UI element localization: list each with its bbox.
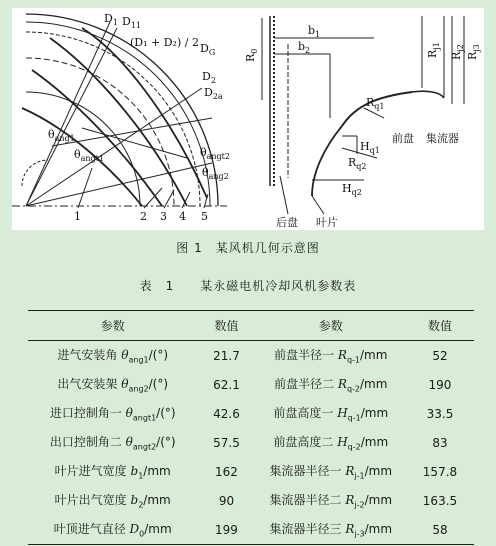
value-cell: 58 <box>406 515 474 545</box>
value-cell: 42.6 <box>213 406 240 421</box>
value-cell: 21.7 <box>213 348 240 363</box>
param-cell <box>28 370 197 399</box>
table-row <box>28 399 474 428</box>
param-subscript: j-2 <box>354 500 365 510</box>
param-subscript: j-1 <box>354 471 365 481</box>
param-symbol: θ <box>125 406 133 421</box>
label-d2a: $D_{2a}$ <box>204 86 223 101</box>
param-unit: /(°) <box>156 406 176 421</box>
label-hq1: $H_{q1}$ <box>360 140 380 155</box>
param-subscript: 1 <box>138 471 144 481</box>
param-cell <box>256 370 406 399</box>
label-blade: 叶片 <box>316 216 338 229</box>
label-d1: $D_1$ <box>104 12 118 27</box>
param-symbol: H <box>337 406 348 421</box>
param-unit: /mm <box>144 522 172 537</box>
param-cell <box>28 457 197 486</box>
param-subscript: q-1 <box>347 413 361 423</box>
param-subscript: ang2 <box>128 384 149 394</box>
param-unit: /mm <box>364 464 393 479</box>
param-name: 叶顶进气直径 <box>53 522 126 537</box>
param-unit: /mm <box>143 464 171 479</box>
param-subscript: 0 <box>139 529 145 539</box>
label-rj1: $R_{j1}$ <box>426 42 441 58</box>
param-symbol: R <box>345 464 355 479</box>
table-header-row <box>28 311 474 341</box>
param-cell <box>256 399 406 428</box>
param-name: 前盘半径二 <box>274 377 335 392</box>
param-subscript: q-2 <box>346 384 361 394</box>
param-symbol: b <box>130 464 139 479</box>
label-hq2: $H_{q2}$ <box>342 182 362 197</box>
param-cell <box>28 515 197 545</box>
param-cell <box>256 457 406 486</box>
param-subscript: 2 <box>138 500 144 510</box>
param-symbol: θ <box>121 377 129 392</box>
param-cell <box>28 486 197 515</box>
label-dmid: (D₁ + D₂) / 2 <box>130 36 199 49</box>
label-num-3: 3 <box>160 210 167 223</box>
param-subscript: angt1 <box>132 413 157 423</box>
figure-caption: 图 1 某风机几何示意图 <box>176 241 320 255</box>
param-symbol: R <box>337 348 347 363</box>
param-name: 前盘高度一 <box>273 406 334 421</box>
param-name: 集流器半径一 <box>269 464 342 479</box>
label-theta-ang1: $\theta_{ang1}$ <box>48 128 75 143</box>
fan-geometry-drawing <box>12 8 484 230</box>
table-body <box>28 341 474 545</box>
param-cell <box>256 515 406 545</box>
value-cell: 190 <box>428 377 452 392</box>
table-caption: 表 1 某永磁电机冷却风机参数表 <box>139 279 357 293</box>
parameter-table <box>28 310 474 545</box>
param-symbol: b <box>130 493 139 508</box>
param-symbol: R <box>345 522 355 537</box>
table-row <box>28 515 474 545</box>
table-row <box>28 370 474 399</box>
label-num-4: 4 <box>179 210 186 223</box>
param-symbol: θ <box>125 435 133 450</box>
header-param-1: 参数 <box>28 311 197 341</box>
param-cell <box>256 486 406 515</box>
param-cell <box>256 341 406 371</box>
param-subscript: angt2 <box>132 442 157 452</box>
param-name: 前盘半径一 <box>274 348 335 363</box>
param-name: 前盘高度二 <box>273 435 334 450</box>
param-symbol: θ <box>121 348 129 363</box>
param-unit: /(°) <box>148 348 169 363</box>
label-collector: 集流器 <box>426 132 459 145</box>
label-d11: $D_{11}$ <box>122 15 142 30</box>
table-row <box>28 428 474 457</box>
value-cell: 162 <box>215 464 238 479</box>
value-cell: 83 <box>432 435 448 450</box>
param-unit: /(°) <box>156 435 176 450</box>
param-subscript: q-2 <box>347 442 361 452</box>
table-row <box>28 486 474 515</box>
header-value-1: 数值 <box>197 311 255 341</box>
label-theta-angt2: $\theta_{angt2}$ <box>200 146 230 161</box>
param-name: 出气安装架 <box>57 377 118 392</box>
fan-geometry-figure <box>12 8 484 230</box>
value-cell: 57.5 <box>213 435 240 450</box>
label-num-5: 5 <box>201 210 208 223</box>
label-theta-angt1: $\theta_{angt1}$ <box>74 148 104 163</box>
param-name: 叶片出气宽度 <box>54 493 127 508</box>
param-unit: /mm <box>360 435 389 450</box>
value-cell: 62.1 <box>213 377 240 392</box>
value-cell: 52 <box>432 348 448 363</box>
label-num-1: 1 <box>74 210 81 223</box>
table-row <box>28 457 474 486</box>
param-cell <box>28 341 197 371</box>
value-cell: 199 <box>197 515 255 545</box>
param-unit: /mm <box>143 493 171 508</box>
param-symbol: R <box>337 377 347 392</box>
label-d2: $D_2$ <box>202 70 216 85</box>
value-cell: 157.8 <box>422 464 458 479</box>
param-subscript: q-1 <box>346 355 361 365</box>
param-name: 叶片进气宽度 <box>54 464 127 479</box>
label-rq1: $R_{q1}$ <box>366 96 385 111</box>
param-name: 集流器半径二 <box>269 493 342 508</box>
value-cell: 163.5 <box>422 493 458 508</box>
param-unit: /(°) <box>148 377 169 392</box>
param-name: 进气安装角 <box>57 348 118 363</box>
header-param-2: 参数 <box>256 311 406 341</box>
label-rj3: $R_{j3}$ <box>466 44 481 60</box>
label-dg: $D_G$ <box>200 42 216 57</box>
label-front-disc: 前盘 <box>392 132 414 145</box>
value-cell: 90 <box>218 493 235 508</box>
label-rj2: $R_{j2}$ <box>450 44 465 60</box>
param-unit: /mm <box>360 406 389 421</box>
param-unit: /mm <box>360 377 388 392</box>
param-unit: /mm <box>364 522 393 537</box>
param-cell <box>28 428 197 457</box>
param-symbol: D <box>129 522 140 537</box>
label-theta-ang2: $\theta_{ang2}$ <box>202 166 229 181</box>
param-name: 集流器半径三 <box>269 522 342 537</box>
param-symbol: R <box>345 493 355 508</box>
table-row <box>28 341 474 371</box>
label-r0: $R_0$ <box>244 48 259 62</box>
param-name: 出口控制角二 <box>49 435 122 450</box>
param-name: 进口控制角一 <box>49 406 122 421</box>
label-back-disc: 后盘 <box>276 216 298 229</box>
param-cell <box>256 428 406 457</box>
param-unit: /mm <box>364 493 393 508</box>
param-unit: /mm <box>360 348 388 363</box>
param-symbol: H <box>337 435 348 450</box>
header-value-2: 数值 <box>406 311 474 341</box>
value-cell: 33.5 <box>426 406 454 421</box>
label-num-2: 2 <box>140 210 147 223</box>
param-subscript: j-3 <box>354 529 365 539</box>
param-subscript: ang1 <box>128 355 149 365</box>
label-b2: $b_2$ <box>298 40 311 55</box>
label-rq2: $R_{q2}$ <box>348 156 367 171</box>
label-b1: $b_1$ <box>308 24 321 39</box>
param-cell <box>28 399 197 428</box>
